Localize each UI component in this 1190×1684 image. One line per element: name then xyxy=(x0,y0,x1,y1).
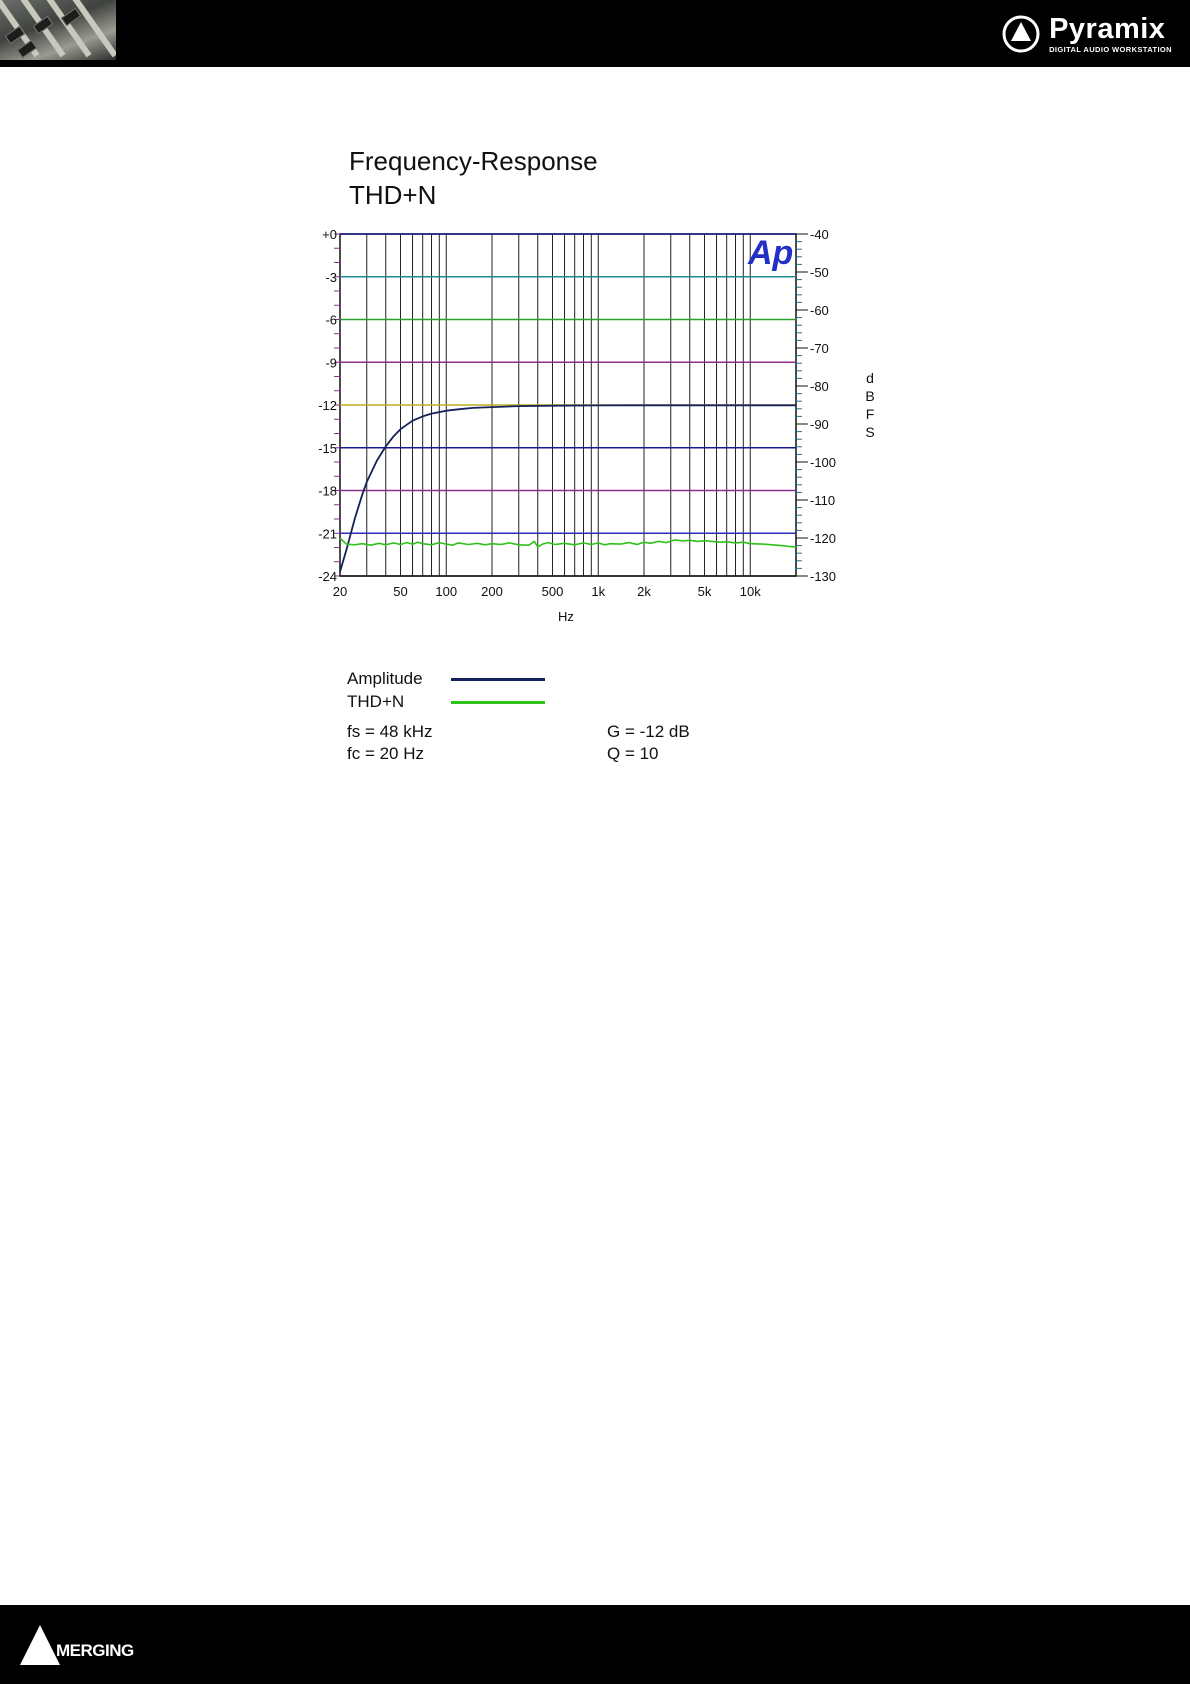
y-axis-label-right-letter: d xyxy=(866,370,874,386)
y-axis-label-right-letter: B xyxy=(865,388,875,404)
y-tick-label-right: -50 xyxy=(810,265,829,280)
x-tick-label: 5k xyxy=(697,584,712,599)
y-tick-label-left: -6 xyxy=(325,312,337,328)
x-tick-label: 500 xyxy=(541,584,564,599)
x-tick-label: 10k xyxy=(739,584,761,599)
y-tick-label-left: -3 xyxy=(325,269,337,285)
param-fs: fs = 48 kHz xyxy=(347,722,433,741)
x-axis-label: Hz xyxy=(558,609,574,624)
y-tick-label-left: -24 xyxy=(318,569,337,584)
y-tick-label-right: -80 xyxy=(810,379,829,394)
legend-swatch-amplitude xyxy=(451,678,545,681)
x-tick-label: 200 xyxy=(481,584,503,599)
y-tick-label-left: -15 xyxy=(318,440,337,456)
x-tick-label: 100 xyxy=(435,584,458,599)
param-g: G = -12 dB xyxy=(607,722,690,741)
page-footer xyxy=(0,1605,1190,1684)
legend-label-thdn: THD+N xyxy=(347,692,405,711)
brand-name: Pyramix xyxy=(1049,12,1166,45)
y-tick-label-right: -130 xyxy=(810,569,837,584)
chart-subtitle: THD+N xyxy=(349,180,437,210)
y-tick-label-right: -100 xyxy=(810,455,837,470)
y-axis-label-right-letter: S xyxy=(865,424,875,440)
y-tick-label-left: -9 xyxy=(325,355,337,371)
param-q: Q = 10 xyxy=(607,744,659,763)
series-line-amplitude xyxy=(340,405,796,571)
y-tick-label-right: -90 xyxy=(810,417,829,432)
x-tick-label: 20 xyxy=(332,584,348,599)
x-tick-label: 1k xyxy=(591,584,606,599)
y-tick-label-left: -18 xyxy=(318,483,337,499)
merging-logo xyxy=(20,1623,134,1667)
y-tick-label-right: -120 xyxy=(810,531,837,546)
y-axis-label-right-letter: F xyxy=(865,406,875,422)
legend-swatch-thdn xyxy=(451,701,545,704)
y-tick-label-left: -12 xyxy=(318,398,337,413)
x-tick-label: 2k xyxy=(637,584,651,599)
y-tick-label-right: -40 xyxy=(810,227,829,242)
x-tick-label: 50 xyxy=(393,584,408,599)
legend-label-amplitude: Amplitude xyxy=(347,669,423,688)
ap-watermark: Ap xyxy=(748,234,794,272)
brand-tagline: DIGITAL AUDIO WORKSTATION xyxy=(1049,44,1172,54)
y-tick-label-left: -21 xyxy=(318,526,337,542)
y-tick-label-right: -110 xyxy=(810,493,836,508)
y-tick-label-left: +0 xyxy=(322,227,337,242)
merging-logo-text: MERGING xyxy=(56,1641,134,1660)
series-line-thdn xyxy=(340,538,796,547)
y-tick-label-right: -70 xyxy=(810,341,829,356)
chart-title: Frequency-Response xyxy=(349,146,598,176)
y-tick-label-right: -60 xyxy=(810,303,829,318)
param-fc: fc = 20 Hz xyxy=(347,744,425,763)
